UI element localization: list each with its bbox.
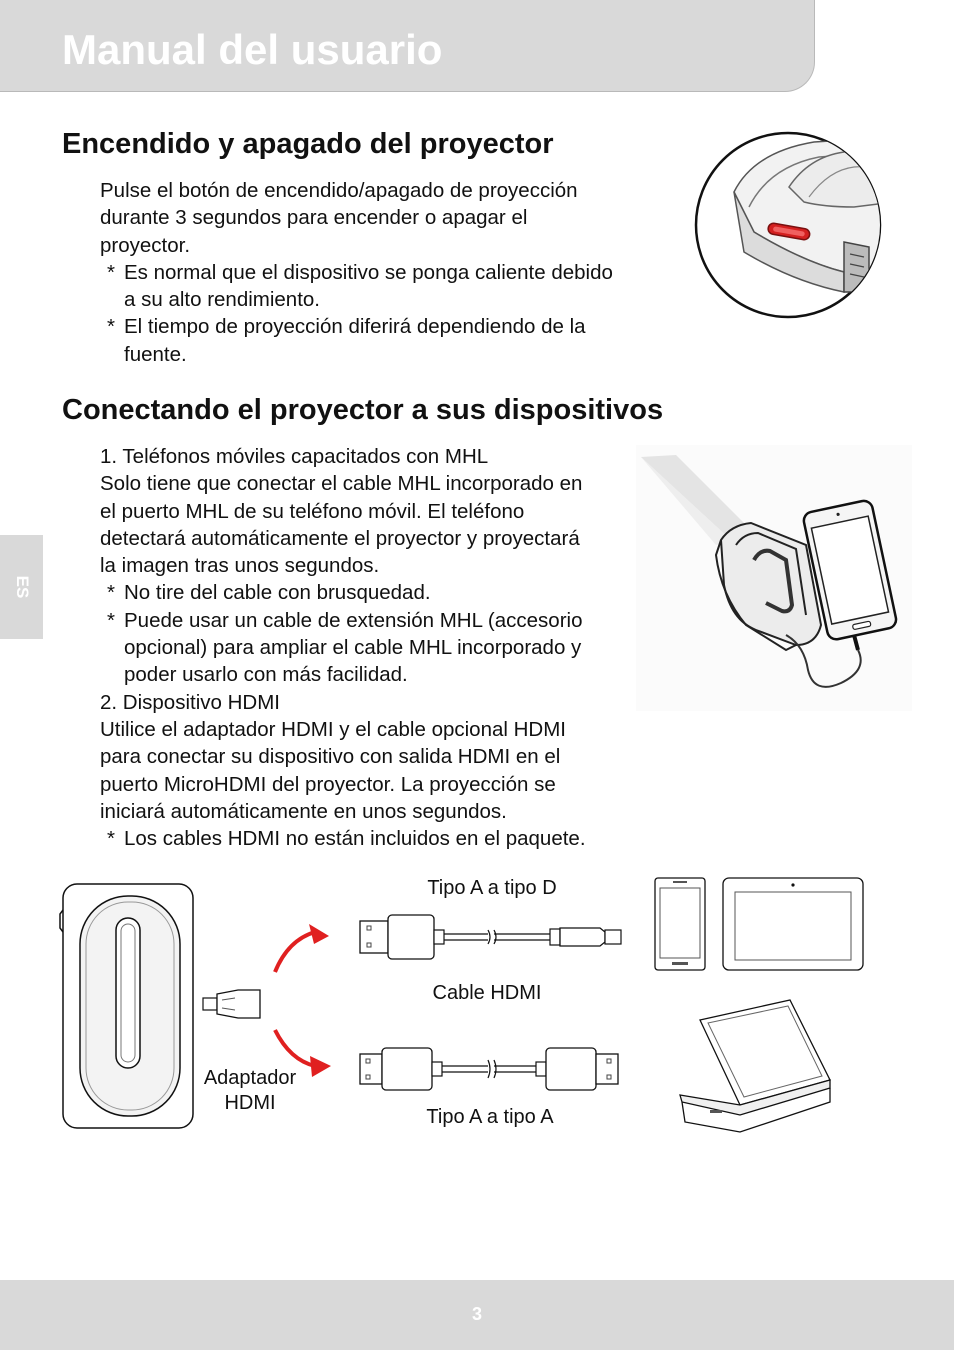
note-line: * El tiempo de proyección diferirá dependiendo de la <box>124 315 586 339</box>
note-line: fuente. <box>124 342 187 366</box>
text-line: iniciará automáticamente en unos segundos. <box>100 799 507 823</box>
note-line: * Puede usar un cable de extensión MHL (accesorio <box>124 608 583 632</box>
text-line: proyector. <box>100 233 191 257</box>
tablet-icon <box>723 878 863 970</box>
note-line: * No tire del cable con brusquedad. <box>124 581 431 605</box>
phone-icon <box>655 878 705 970</box>
text-line: durante 3 segundos para encender o apagar el <box>100 206 528 230</box>
note-line: * Es normal que el dispositivo se ponga caliente debido <box>124 260 613 284</box>
note-item <box>100 579 650 606</box>
hdmi-adapter <box>203 990 260 1018</box>
projector-front <box>60 884 193 1128</box>
footer-bar <box>0 1280 954 1350</box>
text-line: Pulse el botón de encendido/apagado de proyección <box>100 179 578 202</box>
arrow-up-head-icon <box>309 924 329 944</box>
label-hdmi-adapter <box>190 1066 310 1116</box>
laptop-icon <box>680 1000 830 1132</box>
label-type-a-to-a: Tipo A a tipo A <box>426 1106 554 1128</box>
note-line: opcional) para ampliar el cable MHL incorporado y <box>124 636 582 660</box>
note-item <box>100 259 680 314</box>
label-hdmi-cable: Cable HDMI <box>432 982 542 1004</box>
mhl-phone-illustration <box>636 445 912 711</box>
note-item <box>100 607 650 689</box>
language-label: ES <box>12 575 32 599</box>
cable-type-a-to-d <box>360 915 621 959</box>
power-button-illustration <box>694 132 884 318</box>
section-heading-power: Encendido y apagado del proyector <box>62 128 554 160</box>
text-line: Utilice el adaptador HDMI y el cable opcional HDMI <box>100 717 567 741</box>
text-line: la imagen tras unos segundos. <box>100 554 380 578</box>
label-type-a-to-d: Tipo A a tipo D <box>427 877 557 899</box>
text-line: para conectar su dispositivo con salida HDMI en el <box>100 745 561 769</box>
arrow-up-icon <box>275 932 315 972</box>
note-item <box>100 825 650 852</box>
label-line: HDMI <box>224 1092 276 1114</box>
language-tab <box>0 535 43 639</box>
text-line: el puerto MHL de su teléfono móvil. El teléfono <box>100 499 525 523</box>
label-line: Adaptador <box>203 1067 297 1089</box>
page-number: 3 <box>471 1304 482 1324</box>
section-power-body <box>100 177 680 368</box>
note-line: * Los cables HDMI no están incluidos en el paquete. <box>124 827 586 851</box>
note-line: a su alto rendimiento. <box>124 288 321 312</box>
arrow-down-head-icon <box>310 1056 331 1077</box>
arrow-down-icon <box>275 1030 315 1066</box>
section-heading-connecting: Conectando el proyector a sus dispositivos <box>62 394 664 426</box>
note-item <box>100 313 680 368</box>
item-title: 1. Teléfonos móviles capacitados con MHL <box>100 445 489 468</box>
item-title: 2. Dispositivo HDMI <box>100 690 280 714</box>
cable-type-a-to-a <box>360 1048 618 1090</box>
text-line: Solo tiene que conectar el cable MHL incorporado en <box>100 472 583 496</box>
text-line: detectará automáticamente el proyector y proyectará <box>100 526 580 550</box>
note-line: poder usarlo con más facilidad. <box>124 663 408 687</box>
text-line: puerto MicroHDMI del proyector. La proyección se <box>100 772 556 796</box>
section-connecting-body <box>100 443 650 852</box>
page-title: Manual del usuario <box>62 26 443 73</box>
